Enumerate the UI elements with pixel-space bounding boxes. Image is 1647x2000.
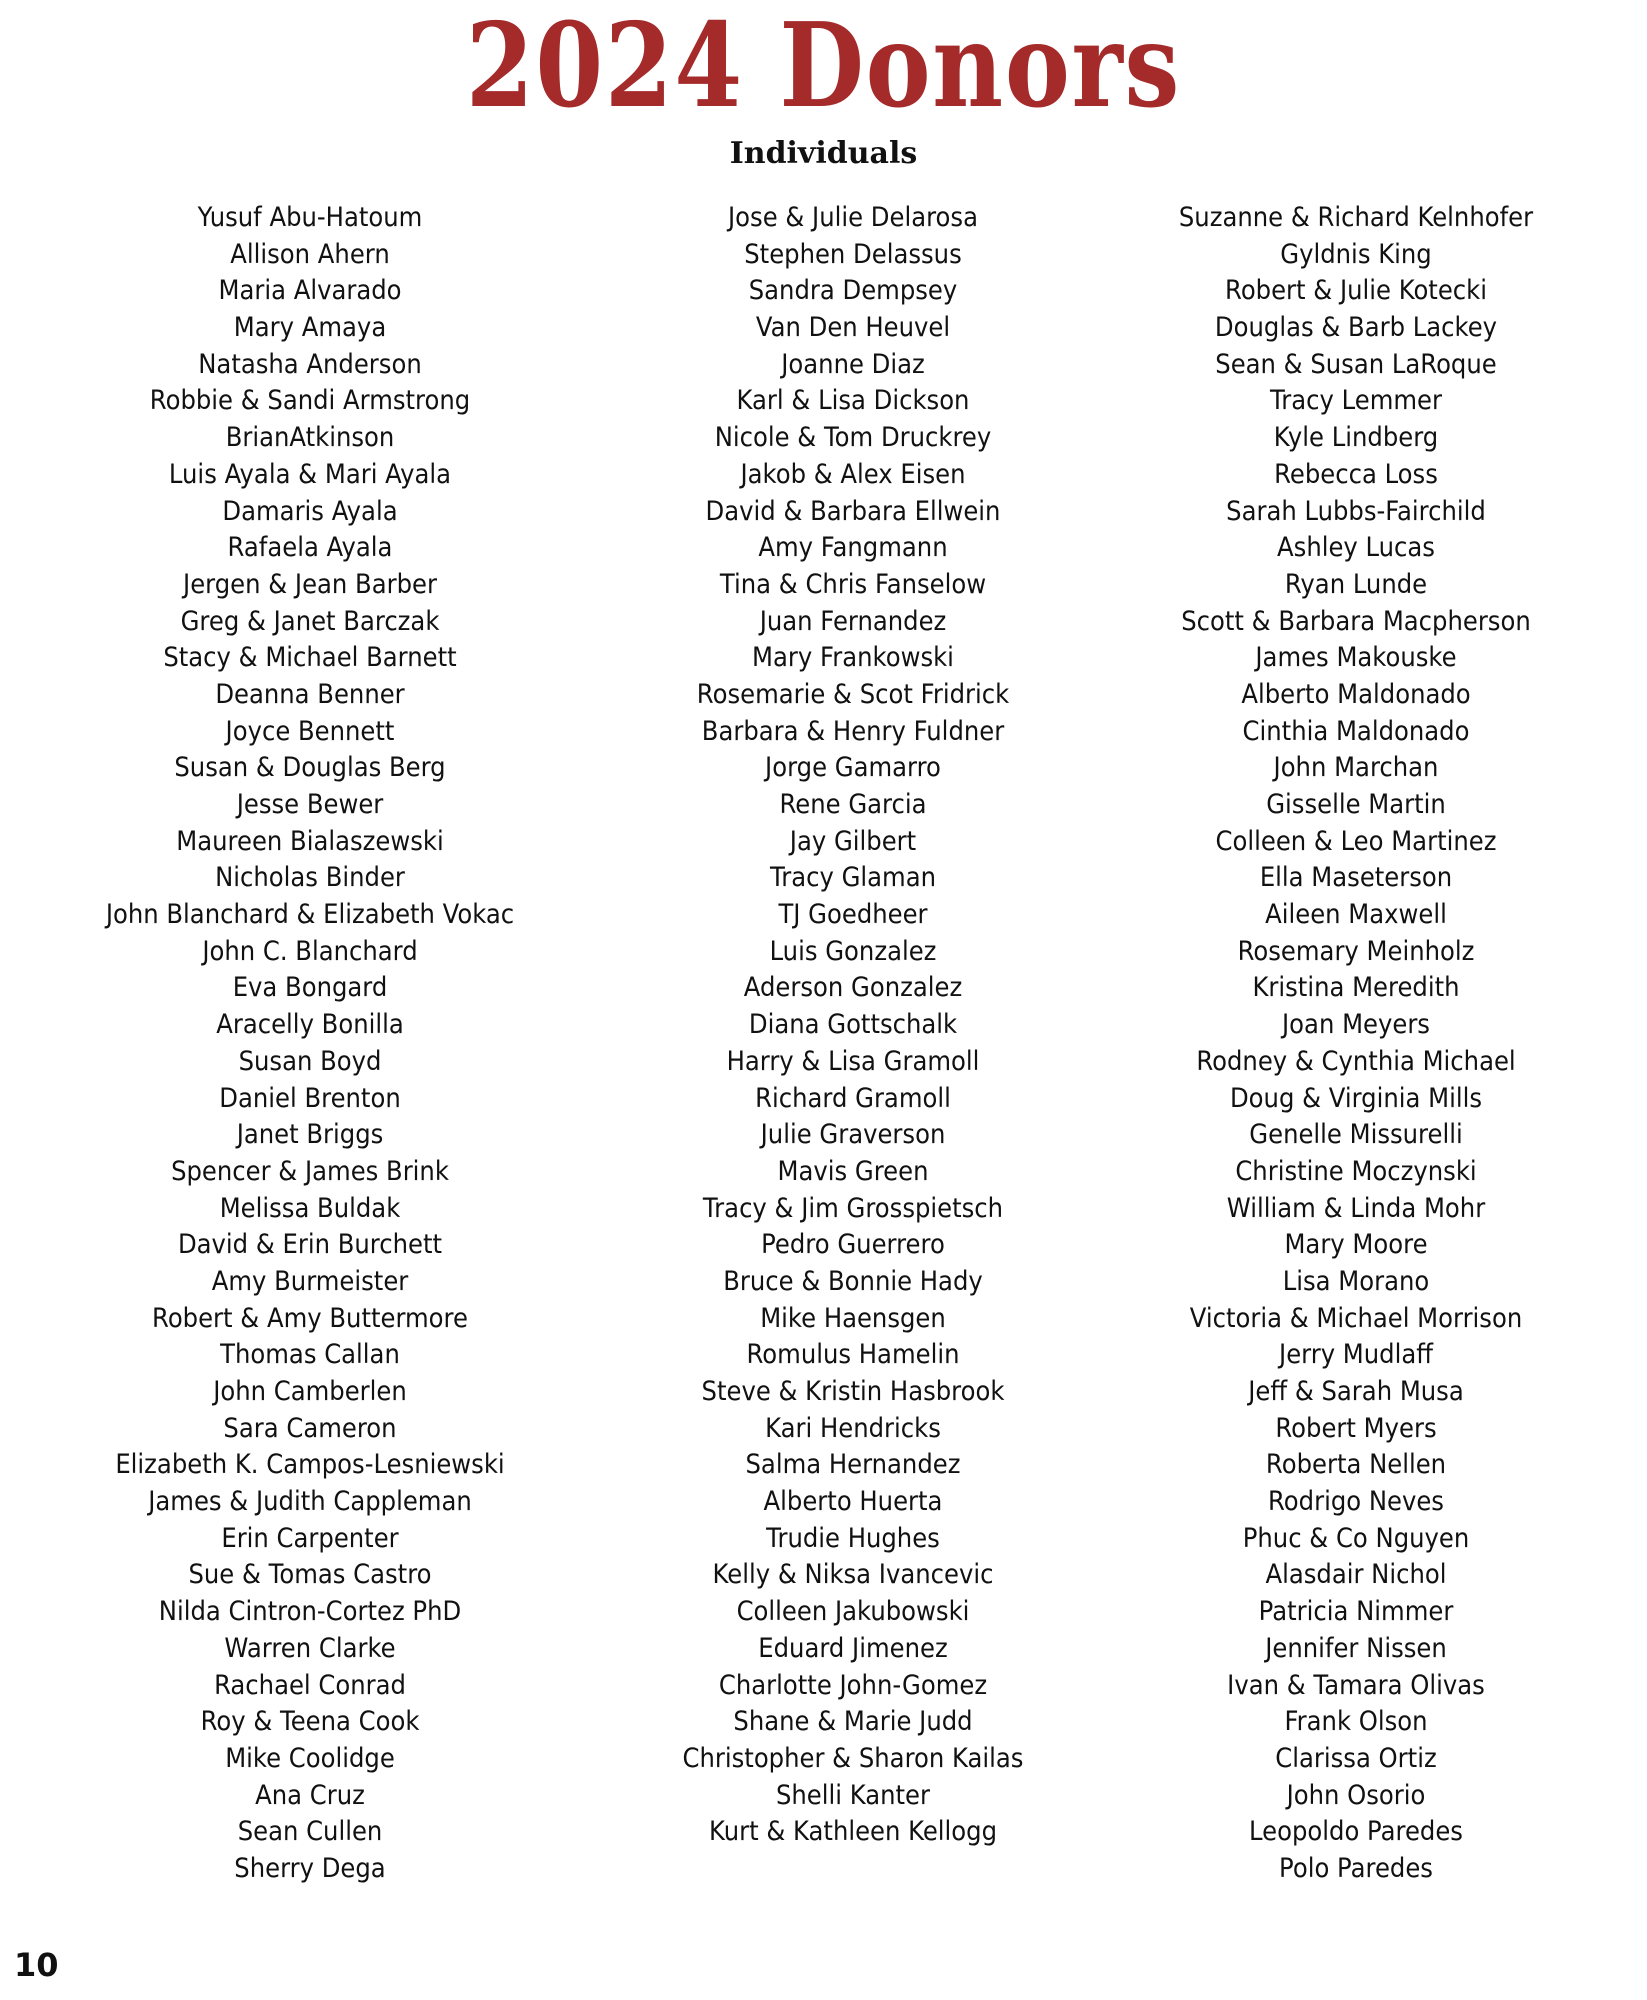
donor-name: Jerry Mudlaff bbox=[1279, 1339, 1433, 1371]
donor-name: Aileen Maxwell bbox=[1265, 899, 1447, 931]
donor-name: Ivan & Tamara Olivas bbox=[1227, 1669, 1485, 1701]
donor-name: John Blanchard & Elizabeth Vokac bbox=[105, 899, 515, 931]
donor-name: Yusuf Abu-Hatoum bbox=[197, 202, 423, 233]
donor-name: Maureen Bialaszewski bbox=[176, 825, 444, 857]
donor-name: Julie Graverson bbox=[760, 1119, 946, 1151]
donor-name: Christopher & Sharon Kailas bbox=[682, 1742, 1024, 1774]
donor-name: Natasha Anderson bbox=[198, 348, 422, 380]
donor-name: Romulus Hamelin bbox=[746, 1339, 960, 1371]
donor-name: Nicholas Binder bbox=[215, 862, 405, 894]
donor-name: Kurt & Kathleen Kellogg bbox=[708, 1816, 998, 1848]
donor-name: Joyce Bennett bbox=[225, 715, 395, 747]
donor-name: Luis Ayala & Mari Ayala bbox=[168, 458, 452, 490]
donor-name: Phuc & Co Nguyen bbox=[1242, 1522, 1470, 1554]
donor-name: Alasdair Nichol bbox=[1265, 1559, 1447, 1591]
donor-name: Rene Garcia bbox=[779, 789, 927, 820]
donor-name: Sandra Dempsey bbox=[748, 275, 958, 307]
donor-name: Mary Amaya bbox=[233, 312, 387, 344]
donor-name: Robert & Julie Kotecki bbox=[1225, 275, 1487, 307]
donor-name: Frank Olson bbox=[1284, 1706, 1428, 1738]
donor-name: Stephen Delassus bbox=[744, 238, 962, 270]
donor-name: Victoria & Michael Morrison bbox=[1189, 1302, 1523, 1334]
donor-name: Rafaela Ayala bbox=[227, 532, 393, 564]
donor-name: Nilda Cintron-Cortez PhD bbox=[158, 1596, 462, 1628]
page-number: 10 bbox=[14, 1946, 59, 1984]
donor-name: Colleen & Leo Martinez bbox=[1215, 825, 1497, 857]
donor-name: Mavis Green bbox=[777, 1155, 929, 1187]
donor-name: Kelly & Niksa Ivancevic bbox=[712, 1559, 994, 1591]
donor-name: Doug & Virginia Mills bbox=[1229, 1082, 1483, 1114]
donor-name: Erin Carpenter bbox=[221, 1522, 399, 1554]
donor-name: Diana Gottschalk bbox=[748, 1009, 958, 1041]
donor-name: Clarissa Ortiz bbox=[1275, 1742, 1437, 1774]
donor-name: Kari Hendricks bbox=[765, 1412, 941, 1444]
donor-name: Richard Gramoll bbox=[755, 1082, 951, 1114]
donor-name: Sara Cameron bbox=[223, 1412, 397, 1444]
donor-name: Ashley Lucas bbox=[1277, 532, 1435, 564]
donor-name: Gisselle Martin bbox=[1266, 789, 1446, 820]
donor-name: Luis Gonzalez bbox=[769, 935, 937, 967]
donor-name: David & Barbara Ellwein bbox=[705, 495, 1001, 527]
donor-name: William & Linda Mohr bbox=[1226, 1192, 1486, 1224]
donor-name: Gyldnis King bbox=[1280, 238, 1432, 270]
donor-name: James & Judith Cappleman bbox=[148, 1486, 472, 1518]
donor-name: Rachael Conrad bbox=[214, 1669, 406, 1701]
page-title: 2024 Donors bbox=[465, 0, 1182, 134]
donor-name: John Marchan bbox=[1273, 752, 1439, 784]
donor-name: BrianAtkinson bbox=[225, 422, 395, 454]
donor-name: Jergen & Jean Barber bbox=[183, 568, 437, 600]
donor-name: Shelli Kanter bbox=[775, 1779, 931, 1811]
donor-name: John Osorio bbox=[1286, 1779, 1426, 1811]
donor-name: Mary Frankowski bbox=[752, 642, 954, 674]
donor-name: Amy Fangmann bbox=[758, 532, 948, 564]
donor-name: Melissa Buldak bbox=[219, 1192, 401, 1224]
donor-name: Charlotte John-Gomez bbox=[718, 1669, 988, 1701]
donor-column-2 bbox=[583, 200, 1123, 1851]
donor-name: Colleen Jakubowski bbox=[736, 1596, 970, 1628]
donor-name: Tracy & Jim Grosspietsch bbox=[702, 1192, 1004, 1224]
donor-name: Stacy & Michael Barnett bbox=[163, 642, 457, 674]
donor-name: Tina & Chris Fanselow bbox=[719, 568, 987, 600]
donor-name: Douglas & Barb Lackey bbox=[1214, 312, 1498, 344]
donor-name: Rosemarie & Scot Fridrick bbox=[696, 678, 1010, 710]
donor-name: Allison Ahern bbox=[230, 238, 390, 270]
donor-name: Jakob & Alex Eisen bbox=[740, 458, 966, 490]
section-heading: Individuals bbox=[729, 136, 918, 171]
donor-name: Jay Gilbert bbox=[789, 825, 917, 857]
donor-name: Sean & Susan LaRoque bbox=[1215, 348, 1497, 380]
donor-column-1 bbox=[40, 200, 580, 1888]
donor-name: Deanna Benner bbox=[215, 678, 405, 710]
donor-name: Amy Burmeister bbox=[211, 1265, 409, 1297]
donor-name: Scott & Barbara Macpherson bbox=[1181, 605, 1531, 637]
donor-name: Leopoldo Paredes bbox=[1249, 1816, 1463, 1848]
donor-name: John Camberlen bbox=[213, 1376, 407, 1407]
donor-name: Sarah Lubbs-Fairchild bbox=[1226, 495, 1486, 527]
donor-name: Tracy Lemmer bbox=[1270, 385, 1442, 417]
donor-name: Mary Moore bbox=[1284, 1229, 1428, 1261]
donor-name: Patricia Nimmer bbox=[1258, 1596, 1454, 1628]
donor-name: Polo Paredes bbox=[1279, 1852, 1433, 1884]
donor-name: TJ Goedheer bbox=[778, 899, 928, 931]
donor-name: Rodrigo Neves bbox=[1268, 1486, 1444, 1518]
donor-name: Kyle Lindberg bbox=[1273, 422, 1439, 454]
donor-name: Rosemary Meinholz bbox=[1237, 935, 1475, 967]
donor-name: Harry & Lisa Gramoll bbox=[726, 1045, 980, 1077]
donor-name: Jennifer Nissen bbox=[1265, 1632, 1447, 1664]
donor-name: Eva Bongard bbox=[232, 972, 388, 1004]
donor-name: Roy & Teena Cook bbox=[200, 1706, 420, 1738]
donor-name: David & Erin Burchett bbox=[177, 1229, 443, 1261]
donor-name: Aderson Gonzalez bbox=[743, 972, 963, 1004]
donor-name: Janet Briggs bbox=[236, 1119, 384, 1151]
donor-name: Joanne Diaz bbox=[781, 348, 925, 380]
donor-name: Rebecca Loss bbox=[1274, 458, 1438, 490]
donor-name: Robbie & Sandi Armstrong bbox=[149, 385, 471, 417]
donor-name: Alberto Maldonado bbox=[1241, 678, 1471, 710]
donor-name: Alberto Huerta bbox=[763, 1486, 943, 1518]
donor-name: Damaris Ayala bbox=[222, 495, 398, 527]
donor-name: Nicole & Tom Druckrey bbox=[714, 422, 992, 454]
donor-name: Robert Myers bbox=[1275, 1412, 1437, 1444]
donor-name: Jorge Gamarro bbox=[765, 752, 941, 784]
donor-name: James Makouske bbox=[1255, 642, 1457, 674]
donor-name: Sean Cullen bbox=[237, 1816, 383, 1848]
donor-name: Christine Moczynski bbox=[1235, 1155, 1477, 1187]
donor-name: Mike Haensgen bbox=[760, 1302, 946, 1334]
donor-name: Maria Alvarado bbox=[218, 275, 402, 307]
donor-name: Aracelly Bonilla bbox=[216, 1009, 404, 1041]
donor-name: Shane & Marie Judd bbox=[733, 1706, 973, 1738]
donor-column-3 bbox=[1086, 200, 1626, 1888]
donor-name: Joan Meyers bbox=[1282, 1009, 1430, 1041]
donor-name: Van Den Heuvel bbox=[755, 312, 951, 344]
donor-name: Rodney & Cynthia Michael bbox=[1196, 1045, 1516, 1077]
donor-name: Daniel Brenton bbox=[219, 1082, 401, 1114]
donor-name: Suzanne & Richard Kelnhofer bbox=[1178, 202, 1534, 233]
donor-name: Warren Clarke bbox=[224, 1632, 396, 1664]
donor-name: Roberta Nellen bbox=[1265, 1449, 1447, 1481]
donor-name: Trudie Hughes bbox=[766, 1522, 940, 1554]
donor-name: Barbara & Henry Fuldner bbox=[701, 715, 1005, 747]
donor-name: Ella Maseterson bbox=[1259, 862, 1453, 894]
donor-name: Susan & Douglas Berg bbox=[174, 752, 446, 784]
donor-name: Bruce & Bonnie Hady bbox=[723, 1265, 983, 1297]
donor-name: Genelle Missurelli bbox=[1249, 1119, 1463, 1151]
donor-name: Lisa Morano bbox=[1282, 1265, 1430, 1297]
donor-name: Tracy Glaman bbox=[769, 862, 937, 894]
donor-name: John C. Blanchard bbox=[202, 935, 418, 967]
donor-name: Ryan Lunde bbox=[1284, 568, 1428, 600]
donor-name: Karl & Lisa Dickson bbox=[736, 385, 970, 417]
donor-name: Salma Hernandez bbox=[745, 1449, 961, 1481]
donor-name: Pedro Guerrero bbox=[761, 1229, 945, 1261]
donor-name: Elizabeth K. Campos-Lesniewski bbox=[115, 1449, 505, 1481]
donor-name: Robert & Amy Buttermore bbox=[152, 1302, 468, 1334]
donor-name: Steve & Kristin Hasbrook bbox=[701, 1376, 1005, 1407]
donor-name: Thomas Callan bbox=[220, 1339, 400, 1371]
donor-name: Jesse Bewer bbox=[236, 789, 384, 820]
donor-name: Mike Coolidge bbox=[225, 1742, 395, 1774]
donor-name: Kristina Meredith bbox=[1252, 972, 1460, 1004]
donor-name: Eduard Jimenez bbox=[758, 1632, 948, 1664]
donor-name: Ana Cruz bbox=[255, 1779, 365, 1811]
donor-name: Sherry Dega bbox=[234, 1852, 386, 1884]
donor-name: Sue & Tomas Castro bbox=[188, 1559, 432, 1591]
donor-name: Cinthia Maldonado bbox=[1242, 715, 1470, 747]
donor-name: Susan Boyd bbox=[238, 1045, 382, 1077]
donor-name: Spencer & James Brink bbox=[171, 1155, 449, 1187]
donor-name: Juan Fernandez bbox=[759, 605, 947, 637]
donor-name: Jose & Julie Delarosa bbox=[728, 202, 978, 233]
donor-name: Greg & Janet Barczak bbox=[180, 605, 440, 637]
donor-name: Jeff & Sarah Musa bbox=[1248, 1376, 1464, 1407]
